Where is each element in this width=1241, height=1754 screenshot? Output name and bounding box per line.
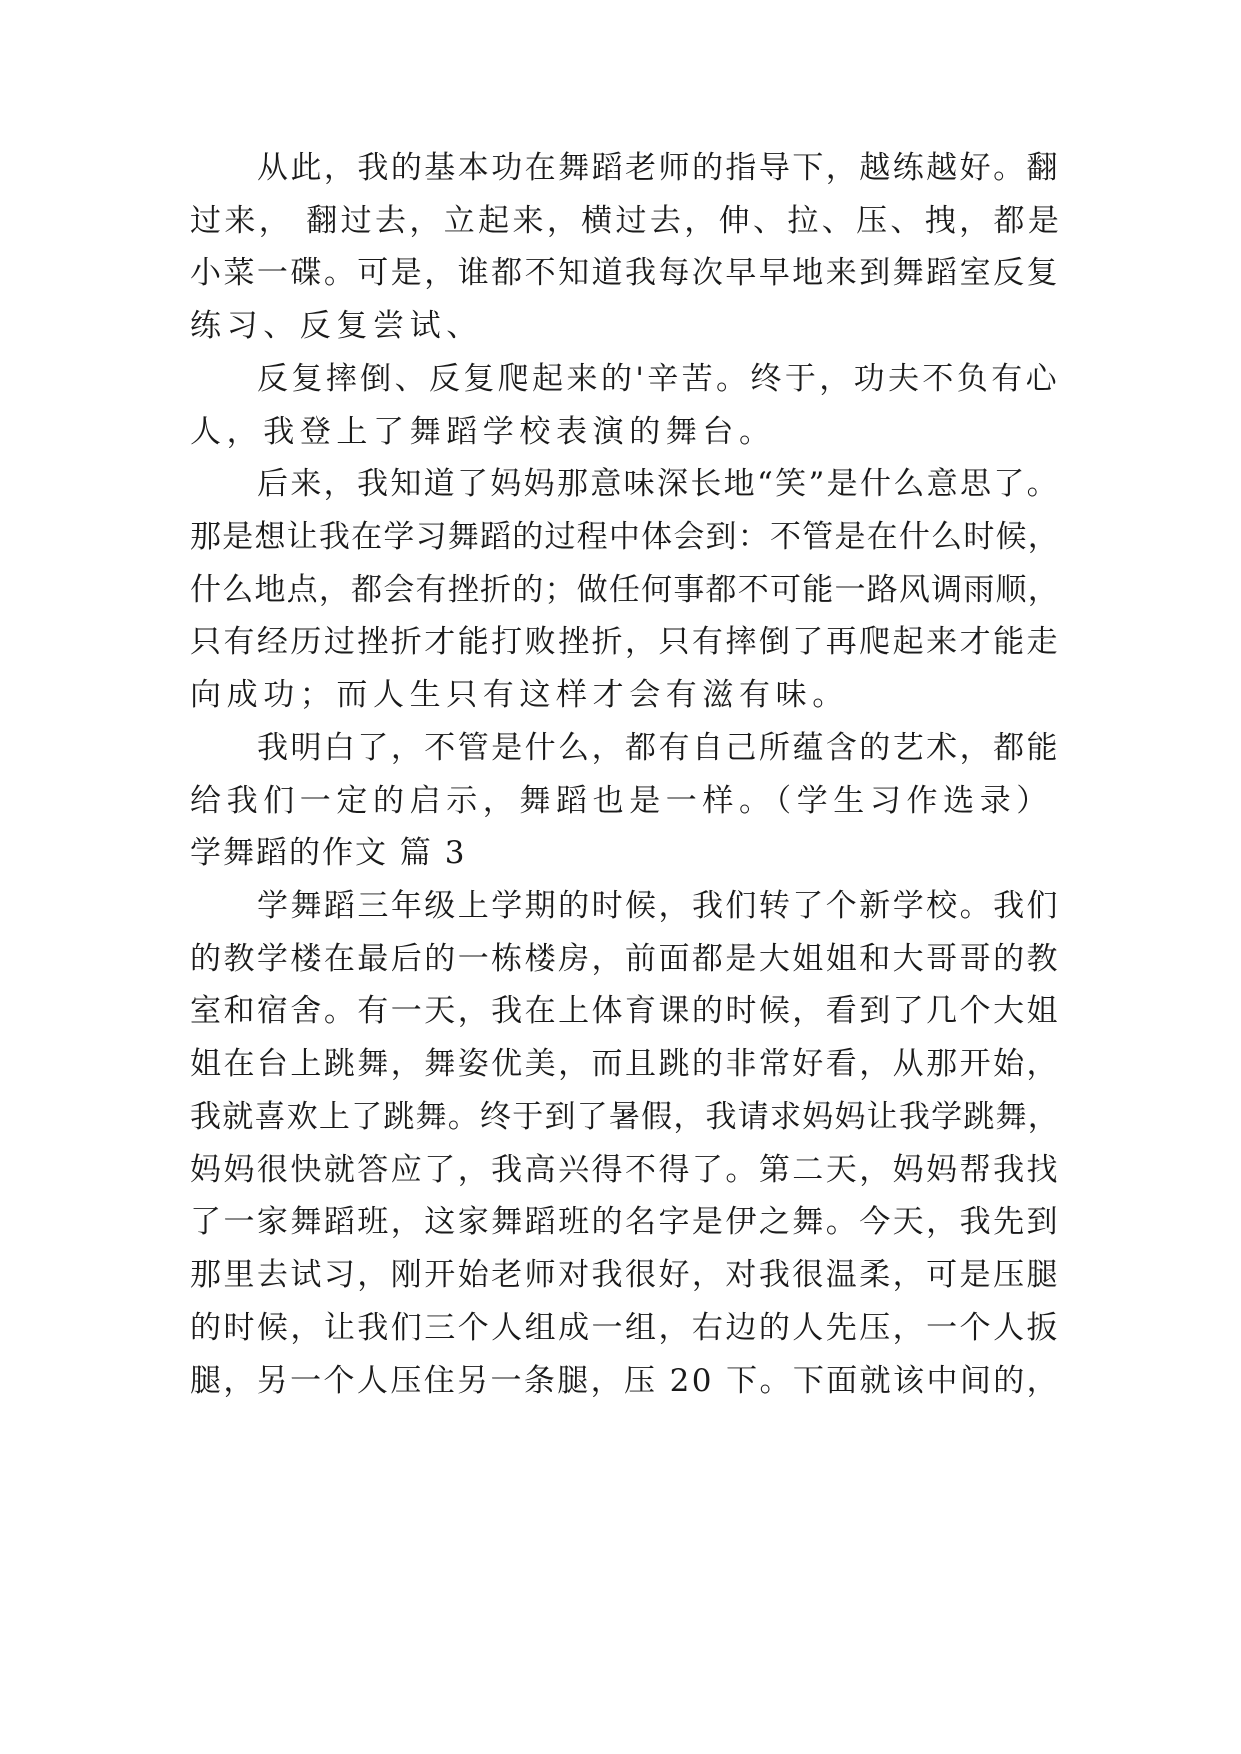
text-line: 学舞蹈三年级上学期的时候，我们转了个新学校。我们 bbox=[257, 888, 1060, 924]
text-line: 我就喜欢上了跳舞。终于到了暑假，我请求妈妈让我学跳舞， bbox=[190, 1099, 1060, 1135]
text-line: 什么地点，都会有挫折的；做任何事都不可能一路风调雨顺， bbox=[190, 572, 1060, 608]
text-line: 向成功；而人生只有这样才会有滋有味。 bbox=[190, 677, 849, 713]
text-line: 从此，我的基本功在舞蹈老师的指导下，越练越好。翻 bbox=[257, 150, 1060, 186]
text-line: 的教学楼在最后的一栋楼房，前面都是大姐姐和大哥哥的教 bbox=[190, 941, 1060, 977]
text-line: 妈妈很快就答应了，我高兴得不得了。第二天，妈妈帮我找 bbox=[190, 1152, 1060, 1188]
text-line: 了一家舞蹈班，这家舞蹈班的名字是伊之舞。今天，我先到 bbox=[190, 1204, 1060, 1240]
text-line: 那是想让我在学习舞蹈的过程中体会到：不管是在什么时候， bbox=[190, 519, 1060, 555]
text-line: 反复摔倒、反复爬起来的'辛苦。终于，功夫不负有心 bbox=[257, 361, 1060, 397]
section-heading: 学舞蹈的作文 篇 3 bbox=[190, 835, 467, 871]
text-line: 后来，我知道了妈妈那意味深长地“笑”是什么意思了。 bbox=[257, 466, 1060, 502]
text-line: 腿，另一个人压住另一条腿，压 20 下。下面就该中间的， bbox=[190, 1363, 1060, 1399]
text-line: 人，我登上了舞蹈学校表演的舞台。 bbox=[190, 414, 776, 450]
text-line: 过来， 翻过去，立起来，横过去，伸、拉、压、拽，都是 bbox=[190, 203, 1063, 239]
text-line: 小菜一碟。可是，谁都不知道我每次早早地来到舞蹈室反复 bbox=[190, 255, 1060, 291]
text-line: 室和宿舍。有一天，我在上体育课的时候，看到了几个大姐 bbox=[190, 993, 1060, 1029]
text-line: 那里去试习，刚开始老师对我很好，对我很温柔，可是压腿 bbox=[190, 1257, 1060, 1293]
text-line: 我明白了，不管是什么，都有自己所蕴含的艺术，都能 bbox=[257, 730, 1060, 766]
text-line: 只有经历过挫折才能打败挫折，只有摔倒了再爬起来才能走 bbox=[190, 624, 1060, 660]
text-line: 的时候，让我们三个人组成一组，右边的人先压，一个人扳 bbox=[190, 1310, 1060, 1346]
text-line: 姐在台上跳舞，舞姿优美，而且跳的非常好看，从那开始， bbox=[190, 1046, 1060, 1082]
text-line: 练习、反复尝试、 bbox=[190, 308, 483, 344]
text-line: 给我们一定的启示，舞蹈也是一样。（学生习作选录） bbox=[190, 783, 1053, 819]
